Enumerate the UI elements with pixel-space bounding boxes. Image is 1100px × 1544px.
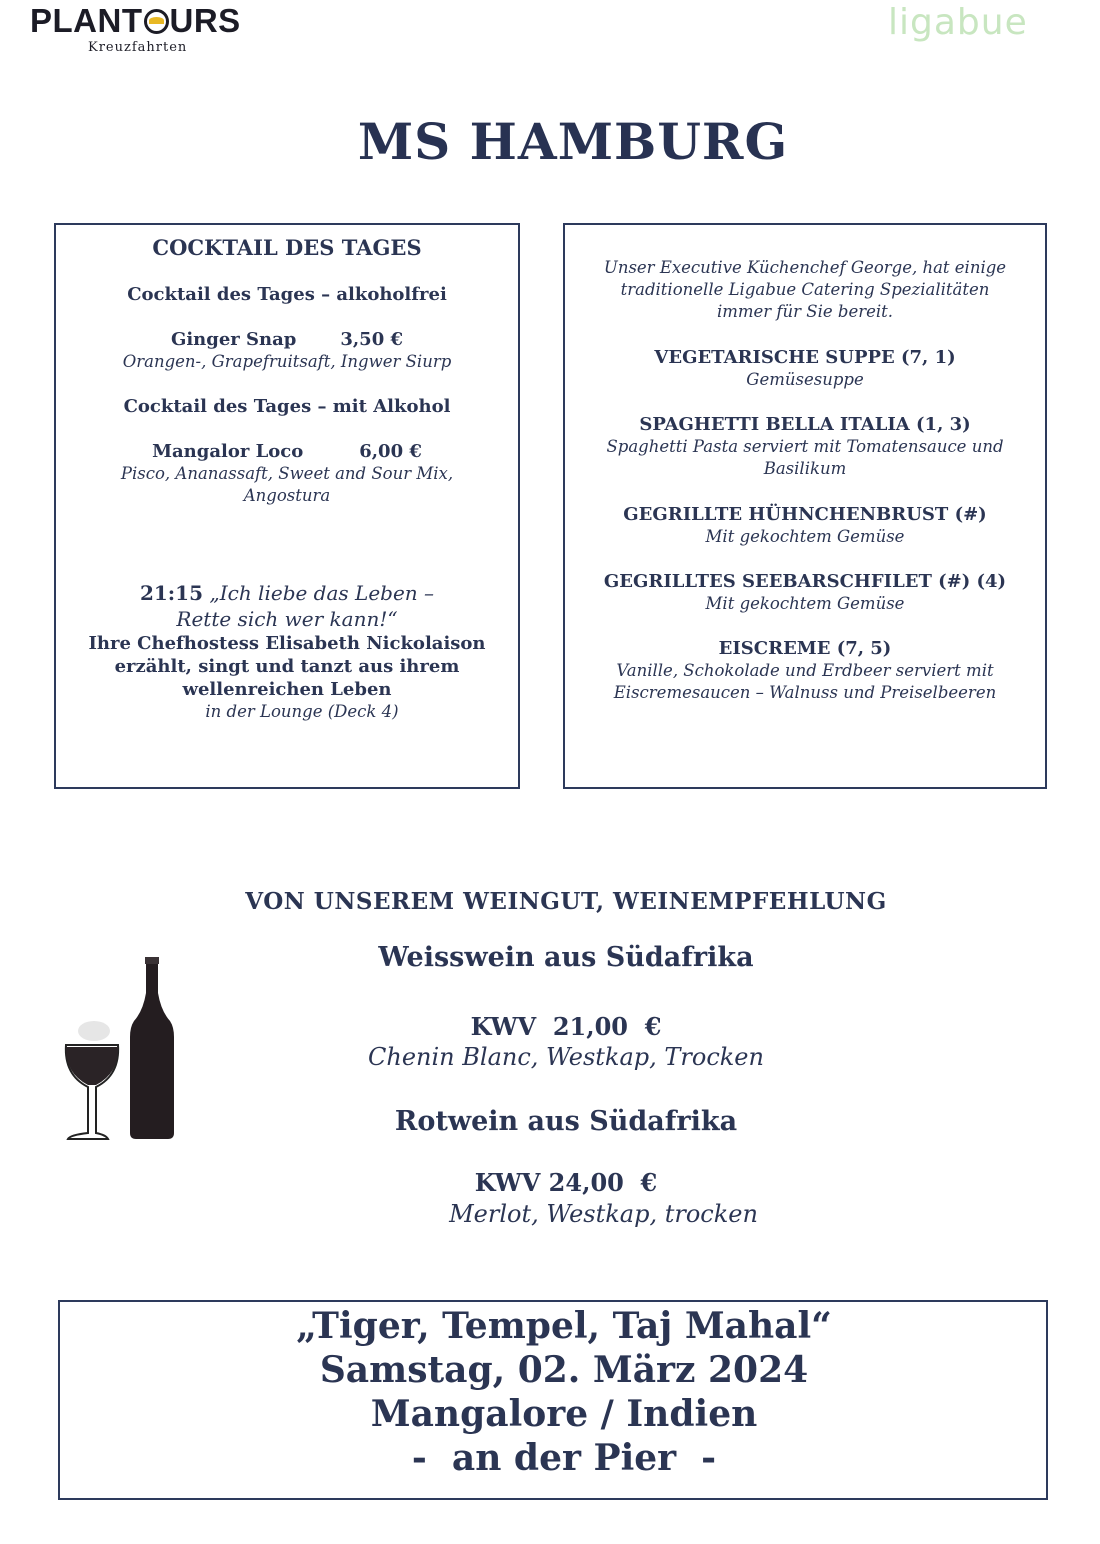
dish-desc: Eiscremesaucen – Walnuss und Preiselbeeren: [613, 683, 997, 702]
white-wine-heading: Weisswein aus Südafrika: [378, 942, 754, 973]
drink2-title: [54, 440, 520, 463]
white-wine-desc: Chenin Blanc, Westkap, Trocken: [368, 1043, 764, 1071]
wine-illustration: [58, 955, 178, 1143]
dish-desc: Basilikum: [763, 459, 847, 478]
dish-name: GEGRILLTE HÜHNCHENBRUST (#): [623, 504, 987, 525]
show-location: in der Lounge (Deck 4): [205, 702, 399, 721]
chef-intro-3: immer für Sie bereit.: [716, 302, 894, 321]
event-title: „Tiger, Tempel, Taj Mahal“: [296, 1305, 832, 1347]
event-port: Mangalore / Indien: [370, 1393, 758, 1435]
wine-glass-icon: [66, 1021, 118, 1139]
plantours-logo: PLANT URS: [30, 2, 241, 39]
page-title: MS HAMBURG: [357, 112, 789, 171]
drink2-price: 6,00 €: [359, 441, 422, 462]
nonalcoholic-label: Cocktail des Tages – alkoholfrei: [127, 284, 447, 305]
red-wine-price: KWV 24,00 €: [474, 1168, 658, 1197]
wine-bottle-icon: [130, 957, 174, 1139]
wine-heading: VON UNSEREM WEINGUT, WEINEMPFEHLUNG: [245, 888, 887, 915]
ligabue-logo: ligabue: [888, 2, 1028, 43]
drink1-price: 3,50 €: [340, 329, 404, 350]
event-pier: - an der Pier -: [411, 1437, 717, 1479]
show-time: 21:15: [139, 581, 203, 605]
red-wine-desc: Merlot, Westkap, trocken: [449, 1200, 758, 1228]
show-title-1: 21:15 „Ich liebe das Leben –: [139, 581, 435, 605]
chef-intro-2: traditionelle Ligabue Catering Spezialitäten: [620, 280, 990, 299]
dish-desc: Spaghetti Pasta serviert mit Tomatensauce und: [606, 437, 1004, 456]
drink2-desc-2: Angostura: [243, 486, 331, 505]
drink2-name: Mangalor Loco: [152, 441, 304, 462]
cocktail-heading: COCKTAIL DES TAGES: [152, 235, 422, 260]
dish-name: VEGETARISCHE SUPPE (7, 1): [654, 347, 956, 368]
sun-logo-icon: [144, 9, 169, 34]
drink1-title: [54, 328, 520, 351]
chef-intro-1: Unser Executive Küchenchef George, hat einige: [603, 258, 1007, 277]
plantours-subtitle: Kreuzfahrten: [88, 40, 188, 55]
drink1-desc: Orangen-, Grapefruitsaft, Ingwer Siurp: [122, 352, 452, 371]
dish-name: SPAGHETTI BELLA ITALIA (1, 3): [639, 414, 971, 435]
show-desc-3: wellenreichen Leben: [182, 679, 392, 700]
show-title-2: Rette sich wer kann!“: [176, 607, 398, 631]
dish-desc: Mit gekochtem Gemüse: [705, 594, 905, 613]
show-desc-1: Ihre Chefhostess Elisabeth Nickolaison: [88, 633, 486, 654]
dish-desc: Gemüsesuppe: [746, 370, 864, 389]
white-wine-price: KWV 21,00 €: [470, 1012, 662, 1041]
alcoholic-label: Cocktail des Tages – mit Alkohol: [123, 396, 451, 417]
dish-name: GEGRILLTES SEEBARSCHFILET (#) (4): [603, 571, 1007, 592]
drink2-desc-1: Pisco, Ananassaft, Sweet and Sour Mix,: [120, 464, 454, 483]
red-wine-heading: Rotwein aus Südafrika: [394, 1106, 738, 1137]
show-desc-2: erzählt, singt und tanzt aus ihrem: [114, 656, 460, 677]
dish-name: EISCREME (7, 5): [718, 638, 892, 659]
dish-desc: Mit gekochtem Gemüse: [705, 527, 905, 546]
dish-desc: Vanille, Schokolade und Erdbeer serviert mit: [616, 661, 994, 680]
event-date: Samstag, 02. März 2024: [319, 1349, 809, 1391]
drink1-name: Ginger Snap: [170, 329, 297, 350]
